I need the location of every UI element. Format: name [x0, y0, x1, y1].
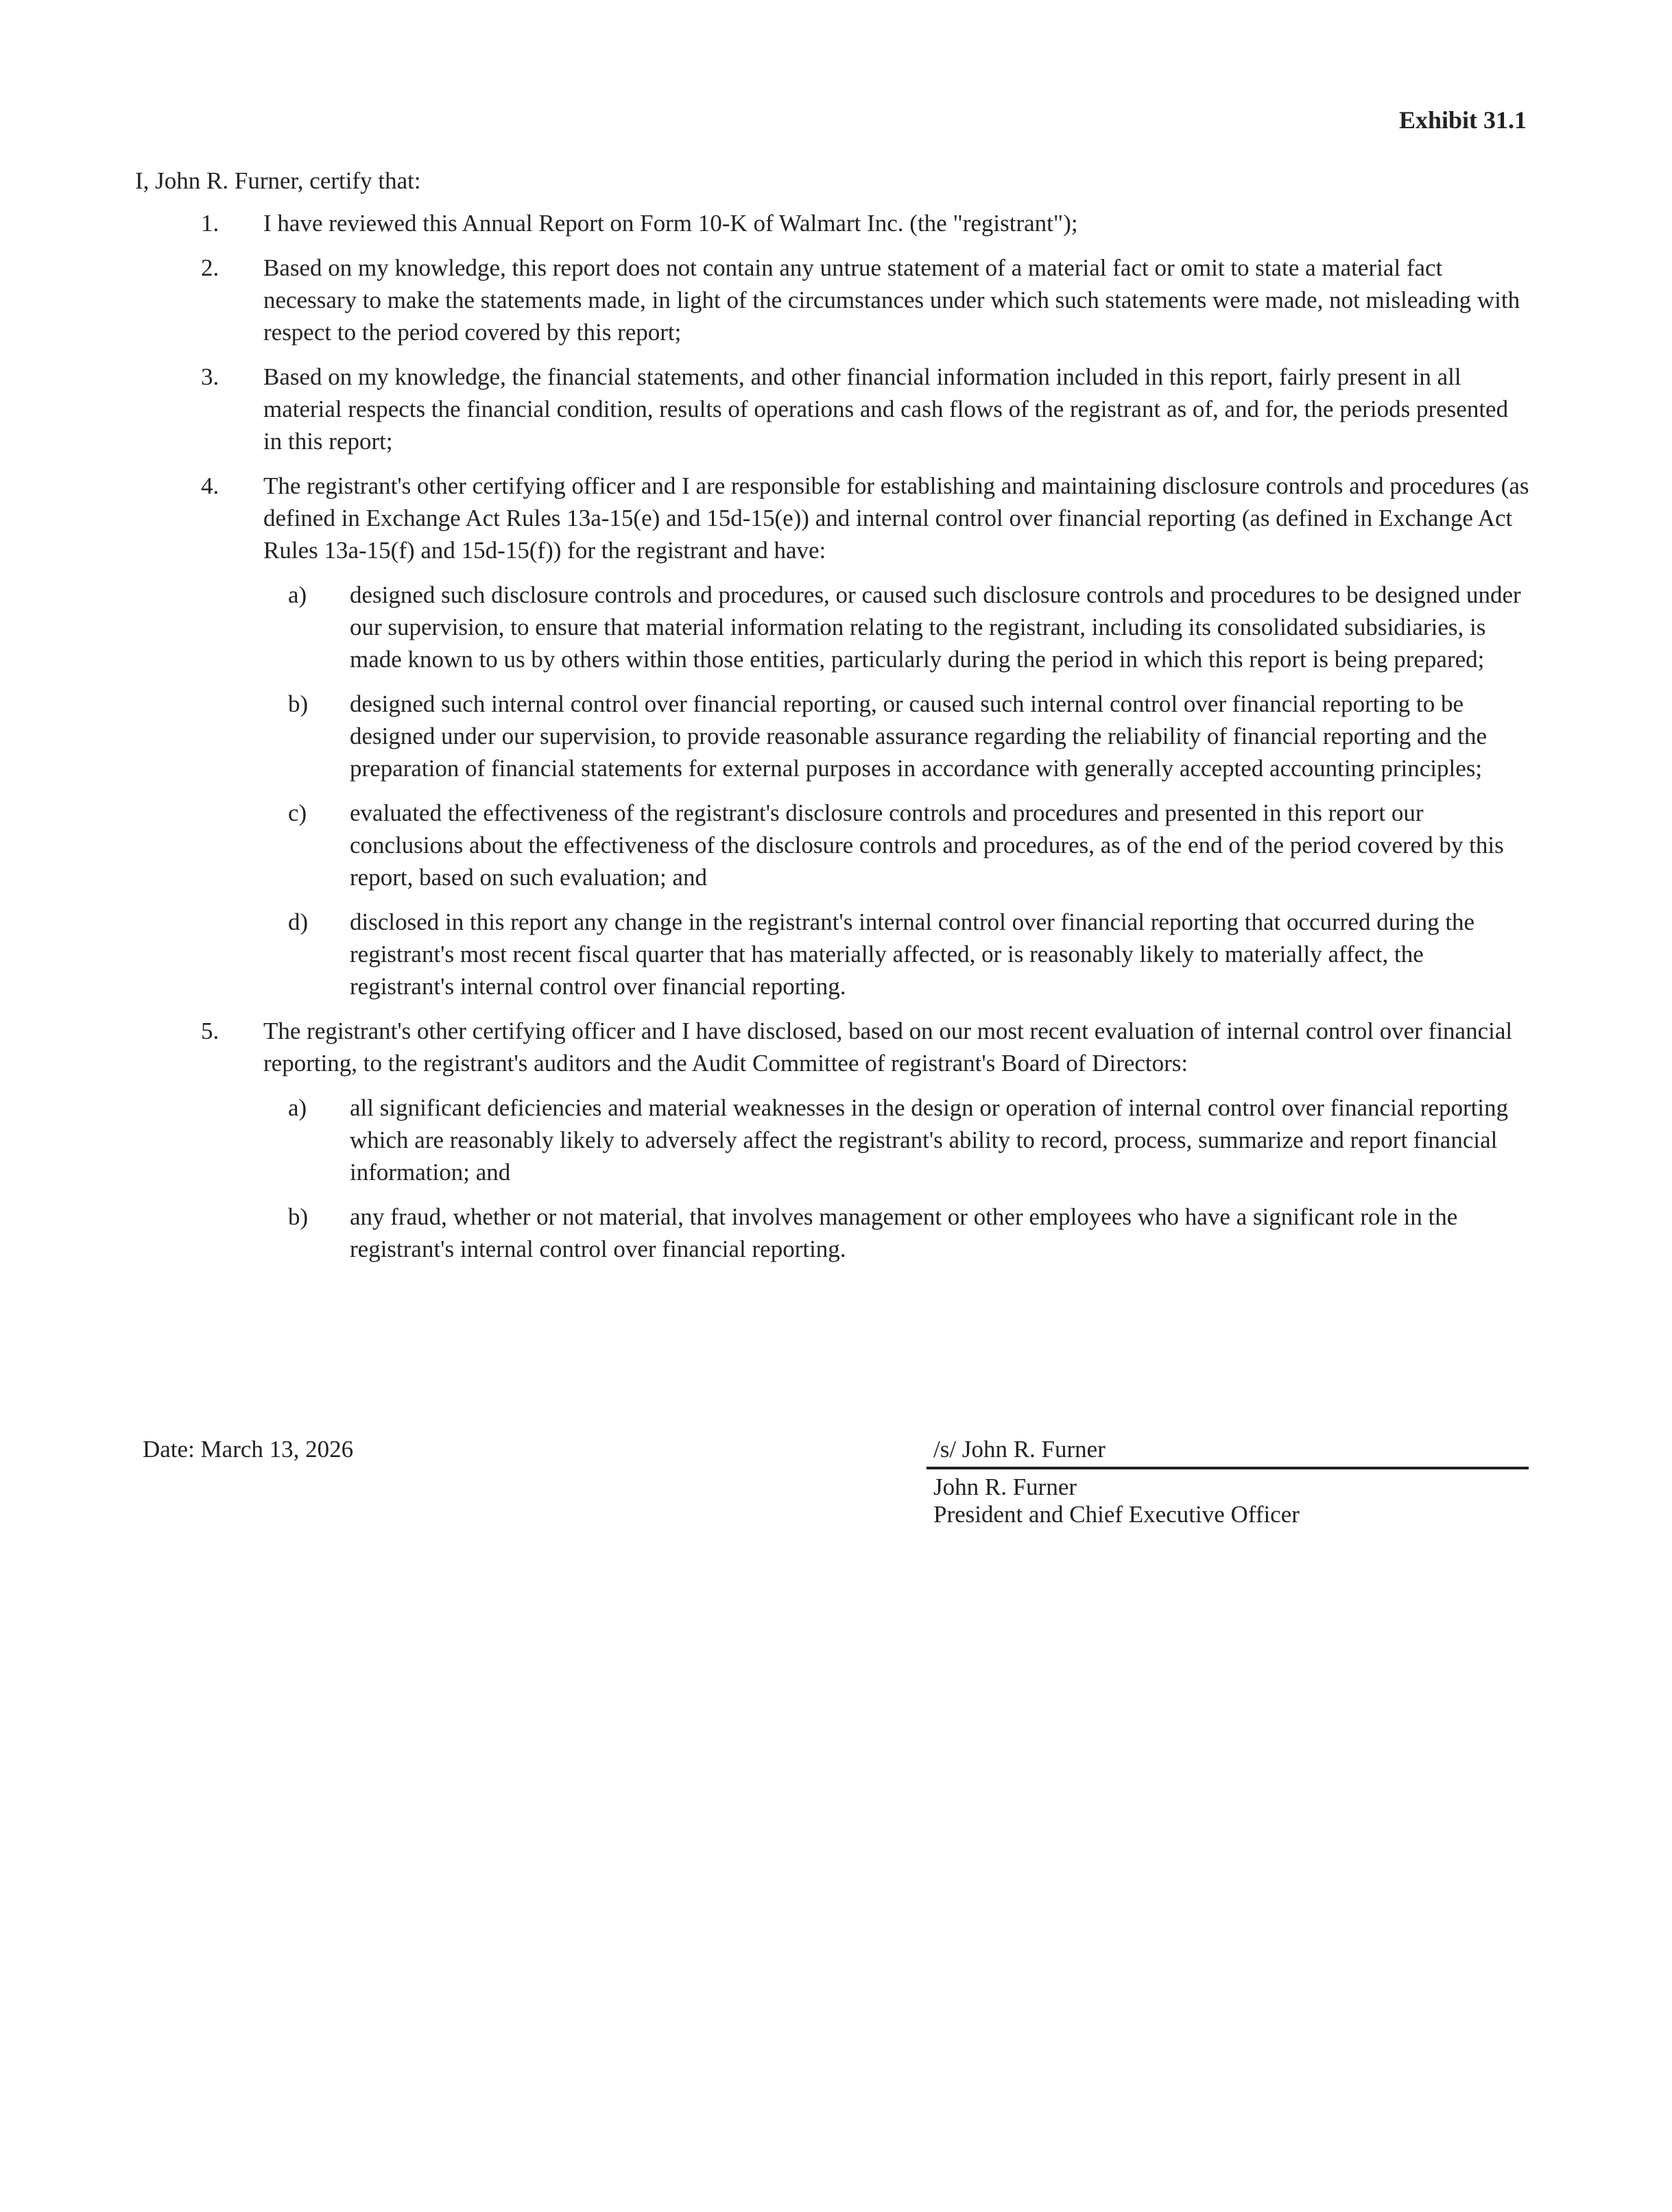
item-text: The registrant's other certifying officer and I are responsible for establishing and maintaining disclosure controls and procedures (as defined in Exchange Act Rules 13a-15(e) and 15d-15(e)) and internal control over financial reporting (as defined in Exchange Act Rules 13a-15(f) and 15d-15(f)) for the registrant and have: [263, 472, 1529, 564]
sub-item-letter: d) [288, 909, 309, 935]
sub-list-item [263, 579, 1530, 675]
list-item [135, 1015, 1530, 1265]
sub-item-letter: b) [288, 690, 309, 717]
sub-item-text: any fraud, whether or not material, that involves management or other employees who have a significant role in the registrant's internal control over financial reporting. [350, 1203, 1458, 1262]
item-number: 3. [201, 363, 219, 390]
sub-item-text: all significant deficiencies and material weaknesses in the design or operation of internal control over financial reporting which are reasonably likely to adversely affect the registrant's ability to record, process, summarize and report financial information; and [350, 1094, 1509, 1186]
signer-name: John R. Furner [933, 1474, 1077, 1500]
list-item [135, 361, 1530, 457]
item-text: The registrant's other certifying officer and I have disclosed, based on our most recent evaluation of internal control over financial reporting, to the registrant's auditors and the Audit Committee of registrant's Board of Directors: [263, 1018, 1513, 1077]
certification-intro: I, John R. Furner, certify that: [135, 167, 421, 194]
signer-title: President and Chief Executive Officer [933, 1501, 1300, 1528]
sub-item-letter: a) [288, 581, 307, 608]
item-text: Based on my knowledge, this report does not contain any untrue statement of a material fact or omit to state a material fact necessary to make the statements made, in light of the circumstances under which such statements were made, not misleading with respect to the period covered by this report; [263, 254, 1520, 346]
exhibit-label: Exhibit 31.1 [1398, 106, 1527, 134]
certification-list [135, 207, 1530, 1277]
sub-item-text: evaluated the effectiveness of the registrant's disclosure controls and procedures and presented in this report our conclusions about the effectiveness of the disclosure controls and procedures, as of the end of the period covered by this report, based on such evaluation; and [350, 800, 1504, 891]
item-text: I have reviewed this Annual Report on Form 10-K of Walmart Inc. (the "registrant"); [263, 210, 1078, 237]
sub-list [263, 1092, 1530, 1265]
sub-item-text: designed such disclosure controls and procedures, or caused such disclosure controls and procedures to be designed under our supervision, to ensure that material information relating to the registrant, including its consolidated subsidiaries, is made known to us by others within those entities, particularly during the period in which this report is being prepared; [350, 581, 1521, 673]
sub-item-letter: c) [288, 800, 307, 826]
sub-list-item [263, 688, 1530, 784]
sub-item-text: designed such internal control over financial reporting, or caused such internal control over financial reporting to be designed under our supervision, to provide reasonable assurance regarding the reliability of financial reporting and the preparation of financial statements for external purposes in accordance with generally accepted accounting principles; [350, 690, 1488, 782]
list-item [135, 207, 1530, 239]
sub-list [263, 579, 1530, 1002]
list-item [135, 252, 1530, 348]
item-number: 1. [201, 210, 219, 237]
sub-list-item [263, 1092, 1530, 1188]
item-number: 4. [201, 472, 219, 499]
item-number: 5. [201, 1018, 219, 1044]
sub-list-item [263, 797, 1530, 893]
sub-item-letter: a) [288, 1094, 307, 1121]
signature-line: /s/ John R. Furner [927, 1433, 1529, 1469]
item-text: Based on my knowledge, the financial statements, and other financial information included in this report, fairly present in all material respects the financial condition, results of operations and cash flows of the registrant as of, and for, the periods presented in this report; [263, 363, 1509, 455]
sub-list-item [263, 906, 1530, 1002]
sub-item-letter: b) [288, 1203, 309, 1230]
signature-block [927, 1433, 1529, 1528]
sub-item-text: disclosed in this report any change in the registrant's internal control over financial reporting that occurred during the registrant's most recent fiscal quarter that has materially affected, or is reasonably likely to materially affect, the registrant's internal control over financial reporting. [350, 909, 1475, 1000]
signature-date: Date: March 13, 2026 [143, 1436, 354, 1463]
item-number: 2. [201, 254, 219, 281]
sub-list-item [263, 1201, 1530, 1265]
list-item [135, 470, 1530, 1002]
